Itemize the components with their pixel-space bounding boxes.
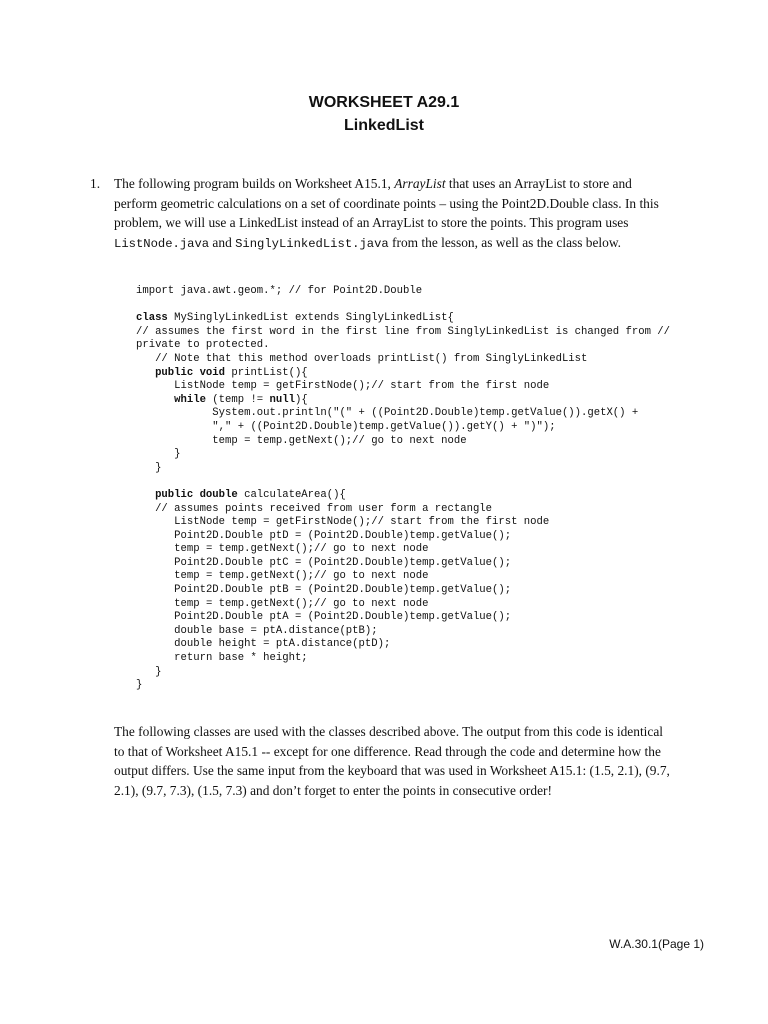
code-line: [136, 475, 726, 489]
code-keyword: public void: [155, 366, 226, 379]
code-text: calculateArea(){: [237, 488, 346, 501]
code-text: MySinglyLinkedList extends SinglyLinkedList{: [167, 312, 454, 325]
code-text: temp = temp.getNext();// go to next node: [174, 597, 429, 610]
code-line: [136, 367, 726, 381]
code-line: [136, 543, 726, 557]
intro-italic-term: ArrayList: [394, 176, 446, 191]
code-text: // assumes the first word in the first line from SinglyLinkedList is changed from //: [136, 325, 671, 338]
code-line: [136, 503, 726, 517]
code-line: [136, 516, 726, 530]
code-text: Point2D.Double ptB = (Point2D.Double)temp.getValue();: [174, 584, 512, 597]
code-line: [136, 570, 726, 584]
code-text: System.out.println("(" + ((Point2D.Double)temp.getValue()).getX() +: [212, 407, 639, 420]
code-text: }: [136, 679, 143, 692]
code-line: [136, 638, 726, 652]
code-text: temp = temp.getNext();// go to next node: [174, 570, 429, 583]
code-line: [136, 679, 726, 693]
code-text: }: [155, 665, 162, 678]
code-text: temp = temp.getNext();// go to next node: [174, 543, 429, 556]
code-line: [136, 448, 726, 462]
code-line: [136, 598, 726, 612]
code-text: }: [174, 448, 181, 461]
code-line: [136, 421, 726, 435]
code-line: [136, 625, 726, 639]
code-line: [136, 353, 726, 367]
code-text: Point2D.Double ptA = (Point2D.Double)temp.getValue();: [174, 611, 512, 624]
code-line: [136, 339, 726, 353]
code-text: Point2D.Double ptC = (Point2D.Double)temp.getValue();: [174, 556, 512, 569]
code-line: [136, 394, 726, 408]
intro-code-filename: SinglyLinkedList.java: [235, 236, 389, 251]
code-text: // assumes points received from user form a rectangle: [155, 502, 493, 515]
intro-text: from the lesson, as well as the class below.: [388, 234, 621, 250]
code-keyword: while: [174, 393, 206, 406]
code-line: [136, 312, 726, 326]
code-text: "," + ((Point2D.Double)temp.getValue()).getY() + ")");: [212, 420, 556, 433]
code-keyword: public double: [155, 488, 238, 501]
code-line: [136, 489, 726, 503]
code-text: double height = ptA.distance(ptD);: [174, 638, 391, 651]
code-text: Point2D.Double ptD = (Point2D.Double)temp.getValue();: [174, 529, 512, 542]
code-text: // Note that this method overloads printList() from SinglyLinkedList: [155, 352, 588, 365]
code-line: [136, 611, 726, 625]
code-listing: [136, 285, 726, 693]
intro-code-filename: ListNode.java: [114, 236, 210, 251]
question-intro: [114, 174, 674, 254]
code-text: return base * height;: [174, 652, 308, 665]
code-line: [136, 285, 726, 299]
code-text: ListNode temp = getFirstNode();// start from the first node: [174, 516, 550, 529]
intro-text: and: [209, 234, 236, 250]
code-text: printList(){: [225, 366, 308, 379]
code-line: [136, 407, 726, 421]
page-footer: W.A.30.1(Page 1): [609, 937, 704, 951]
worksheet-title: WORKSHEET A29.1: [308, 94, 460, 111]
code-line: [136, 380, 726, 394]
intro-text: that uses an ArrayList to store and perform geometric calculations on a set of coordinate points – using the Point2D.Double class. In this problem, we will use a LinkedList instead of an ArrayList to store the points. This program uses: [114, 176, 659, 230]
intro-text: The following program builds on Worksheet A15.1,: [114, 176, 395, 191]
code-text: temp = temp.getNext();// go to next node: [212, 434, 467, 447]
code-line: [136, 652, 726, 666]
code-line: [136, 530, 726, 544]
code-text: (temp != null){: [205, 393, 308, 406]
code-text: import java.awt.geom.*; // for Point2D.Double: [136, 285, 423, 297]
code-line: [136, 666, 726, 680]
code-text: }: [155, 461, 162, 474]
code-keyword: class: [136, 312, 168, 325]
code-line: [136, 326, 726, 340]
code-line: [136, 435, 726, 449]
code-text: private to protected.: [136, 339, 270, 352]
instructions-paragraph: The following classes are used with the classes described above. The output from this code is identical to that of Worksheet A15.1 -- except for one difference. Read through the code and determine how the output differs. Use the same input from the keyboard that was used in Worksheet A15.1: (1.5, 2.1), (9.7, 2.1), (9.7, 7.3), (1.5, 7.3) and don’t forget to enter the points in consecutive order!: [114, 724, 670, 798]
code-line: [136, 557, 726, 571]
worksheet-subtitle: LinkedList: [343, 117, 424, 134]
question-number: 1.: [90, 176, 101, 191]
code-text: ListNode temp = getFirstNode();// start from the first node: [174, 380, 550, 393]
code-line: [136, 584, 726, 598]
code-line: [136, 462, 726, 476]
code-line: [136, 299, 726, 313]
code-text: double base = ptA.distance(ptB);: [174, 624, 378, 637]
